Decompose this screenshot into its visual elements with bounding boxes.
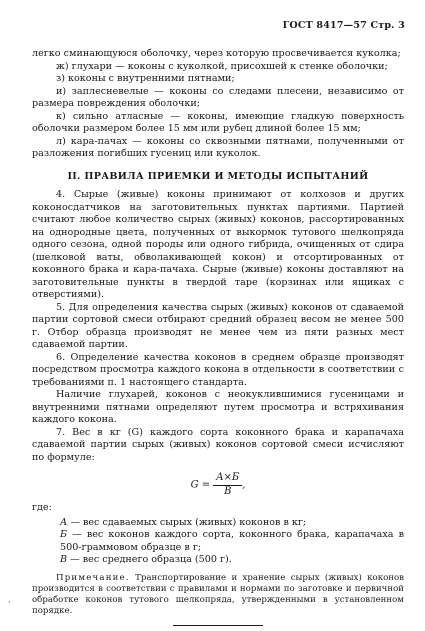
- list-item-l: л) кара-пачах — коконы со сквозными пятнами, полученными от разложения погибших гусениц или куколок.: [32, 135, 404, 159]
- definition-v: [32, 554, 404, 567]
- formula-fraction: [213, 472, 242, 498]
- list-item-z: з) коконы с внутренними пятнами;: [56, 73, 235, 84]
- formula-lhs: G =: [190, 479, 211, 491]
- formula-numerator: A×Б: [213, 472, 242, 486]
- note-text: Транспортирование и хранение сырых (живых) коконов производится в соответствии с правилами и нормами по заготовке и первичной обработке коконов тутового шелкопряда, утвержденными в установленном порядке.: [32, 572, 404, 616]
- paragraph-4: 4. Сырые (живые) коконы принимают от колхозов и других коконосдатчиков на заготовительных пунктах партиями. Партией считают любое количество сырых (живых) коконов, рассортированных на однородные цвета, полученных от выкормок тутового шелкопряда одного сезона, одной породы или одного гибрида, очищенных от сдира (шелковой ваты, обволакивающей кокон) и отсортированных от коконного брака и кара-пачаха. Сырые (живые) коконы доставляют на заготовительные пункты в твердой таре (корзинах или ящиках с отверстиями).: [32, 189, 404, 300]
- paragraph-5: 5. Для определения качества сырых (живых) коконов от сдаваемой партии сортовой смеси отбирают средний образец весом не менее 500 г. Отбор образца производят не менее чем из пяти разных мест сдаваемой партии.: [32, 301, 404, 350]
- list-item-i: и) заплесневелые — коконы со следами плесени, независимо от размера повреждения оболочки;: [32, 85, 404, 109]
- definition-text: — вес среднего образца (500 г).: [70, 554, 232, 565]
- definition-a: [32, 517, 404, 530]
- where-label: где:: [32, 502, 52, 513]
- paragraph-6-continued: Наличие глухарей, коконов с неокуклившимися гусеницами и внутренними пятнами определяют путем просмотра и встряхивания каждого кокона.: [32, 389, 404, 425]
- document-body: [32, 48, 404, 626]
- note: [32, 573, 404, 617]
- definition-b: [32, 529, 404, 554]
- margin-mark: ·: [8, 598, 11, 608]
- definition-symbol: Б: [60, 529, 68, 540]
- paragraph-7: 7. Вес в кг (G) каждого сорта коконного брака и карапачаха сдаваемой партии сырых (живых) коконов сортовой смеси исчисляют по формуле:: [32, 426, 404, 463]
- page-header: ГОСТ 8417—57 Стр. 3: [282, 20, 405, 31]
- list-item-continuation: легко сминающуюся оболочку, через которую просвечивается куколка;: [32, 48, 401, 59]
- section-title: II. ПРАВИЛА ПРИЕМКИ И МЕТОДЫ ИСПЫТАНИЙ: [67, 170, 369, 182]
- definition-text: — вес сдаваемых сырых (живых) коконов в кг;: [70, 516, 307, 528]
- list-item-zh: ж) глухари — коконы с куколкой, присохшей к стенке оболочки;: [56, 60, 388, 72]
- footer-rule: [173, 625, 263, 626]
- definition-symbol: В: [60, 554, 68, 565]
- list-item-k: к) сильно атласные — коконы, имеющие гладкую поверхность оболочки размером более 15 мм или рубец длиной более 15 мм;: [32, 110, 404, 134]
- definition-text: — вес коконов каждого сорта, коконного брака, карапачаха в 500-граммовом образце в г;: [60, 529, 404, 553]
- definition-symbol: А: [60, 516, 68, 528]
- formula-denominator: В: [224, 485, 232, 497]
- paragraph-6: 6. Определение качества коконов в среднем образце производят посредством просмотра каждого кокона в отдельности в соответствии с требованиями п. 1 настоящего стандарта.: [32, 351, 404, 388]
- weight-formula: [32, 472, 404, 498]
- note-label: Примечание.: [56, 572, 130, 583]
- formula-tail: ,: [242, 479, 246, 491]
